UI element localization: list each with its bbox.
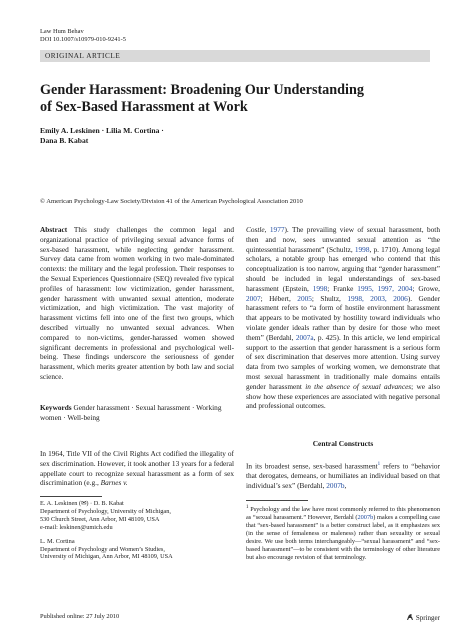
- body-text: ; Franke: [327, 283, 354, 293]
- footnote-rule: [246, 500, 308, 501]
- journal-header: [40, 28, 126, 44]
- article-type-label: ORIGINAL ARTICLE: [45, 51, 121, 60]
- footnote-number: 1: [246, 505, 249, 510]
- body-text: ; Shultz,: [311, 293, 341, 303]
- article-title-line-2: of Sex-Based Harassment at Work: [40, 98, 248, 115]
- affiliations: [40, 500, 234, 561]
- abstract-label: Abstract: [40, 225, 68, 234]
- keywords: [40, 403, 234, 423]
- affiliation-1-names: E. A. Leskinen (✉) · D. B. Kabat: [40, 500, 124, 507]
- intro-text: In 1964, Title VII of the Civil Rights Act codified the illegality of sex discrimination. However, it took another 13 years for a federal appellate court to recognize sexual harassment as a form of sex discrimination (e.g.,: [40, 449, 234, 488]
- citation-link[interactable]: 2007a: [295, 332, 314, 342]
- publisher-mark: [406, 613, 440, 622]
- article-type-banner: [40, 50, 430, 62]
- emphasis-text: in the absence of sexual advances: [305, 381, 412, 391]
- body-text: ,: [344, 481, 347, 491]
- citation-link[interactable]: 2007b: [357, 514, 374, 521]
- publisher-name: Springer: [415, 614, 440, 622]
- journal-doi: DOI 10.1007/s10979-010-9241-5: [40, 36, 126, 43]
- affiliation-1-email[interactable]: e-mail: leskinen@umich.edu: [40, 523, 113, 531]
- body-text: refers to “behavior that derogates, demeans, or humiliates an individual based on that individual’s sex” (Berdahl,: [246, 461, 440, 491]
- citation-link[interactable]: 1998: [312, 283, 328, 293]
- springer-horse-icon: [406, 613, 414, 621]
- affiliation-1-dept: Department of Psychology, University of Michigan,: [40, 507, 171, 515]
- abstract: [40, 225, 234, 382]
- citation-link[interactable]: 2005: [297, 293, 312, 303]
- affiliation-2-names: L. M. Cortina: [40, 537, 75, 545]
- citation-link[interactable]: 1995, 1997, 2004: [357, 283, 413, 293]
- section-paragraph: [246, 460, 440, 491]
- footnote-text: ) makes a compelling case that “sex-based harassment” is a better construct label, as it emphasizes sex (in the sense of femaleness or maleness) rather than sexuality or sexual desire. We use both terms interchangeably—“sexual harassment” and “sex-based harassment”—to be consistent with the terminology of other literature but also encourage revision of that terminology.: [246, 514, 440, 561]
- body-text: ). Gender harassment refers to “a form of hostile environment harassment that appears to be motivated by hostility toward individuals who violate gender ideals rather than by desire for those who meet them” (Berdahl,: [246, 293, 441, 342]
- keywords-label: Keywords: [40, 403, 72, 412]
- intro-paragraph: [40, 449, 234, 488]
- article-title: [40, 82, 440, 115]
- footnote: [246, 504, 440, 561]
- citation-link[interactable]: 2007: [246, 293, 261, 303]
- copyright-notice: © American Psychology-Law Society/Division 41 of the American Psychological Association 2010: [40, 198, 303, 205]
- intro-case-cite: Barnes v.: [100, 478, 128, 488]
- article-title-line-1: Gender Harassment: Broadening Our Understanding: [40, 82, 364, 98]
- body-text: ; Growe,: [412, 283, 440, 293]
- body-text: , p. 425). In this article, we lend empirical support to the assertion that gender harassment is a serious form of sex discrimination that deserves more attention. Using survey data from two samples of working women, we demonstrate that most sexual harassment in traditionally male domains entails gender harassment: [246, 332, 440, 391]
- footnote-ref[interactable]: 1: [377, 462, 381, 467]
- journal-name: Law Hum Behav: [40, 28, 84, 35]
- body-text: ). The prevailing view of sexual harassment, both then and now, sees unwanted sexual attention as “the quintessential harassment” (Schultz,: [246, 225, 440, 254]
- affiliation-2-address: University of Michigan, Ann Arbor, MI 48109, USA: [40, 553, 173, 561]
- case-cite: Costle,: [246, 225, 267, 234]
- body-text: ; Hébert,: [260, 293, 291, 303]
- right-column-paragraph: [246, 225, 440, 411]
- footnote-text: Psychology and the law have most commonly referred to this phenomenon as “sexual harassment.” However, Berdahl (: [246, 506, 440, 521]
- body-text: ; we also show how these experiences are associated with negative personal and professional outcomes.: [246, 381, 440, 411]
- authors-line-1: Emily A. Leskinen · Lilia M. Cortina ·: [40, 126, 164, 135]
- citation-link[interactable]: 1998: [354, 244, 370, 254]
- abstract-text: This study challenges the common legal and organizational practice of privileging sexual advance forms of sex-based harassment, while neglecting gender harassment. Survey data came from women working in two male-dominated contexts: the military and the legal profession. Their responses to the Sexual Experiences Questionnaire (SEQ) revealed five typical profiles of harassment: low victimization, gender harassment, gender harassment with unwanted sexual attention, moderate victimization, and high victimization. The vast majority of harassment victims fell into one of the first two groups, which described virtually no unwanted sexual advances. When compared to non-victims, gender-harassed women showed significant decrements in professional and psychological well-being. These findings underscore the seriousness of gender harassment, which merits greater attention by both law and social science.: [40, 225, 234, 381]
- body-text: In its broadest sense, sex-based harassment: [246, 461, 378, 471]
- citation-link[interactable]: 1977: [269, 225, 285, 234]
- body-text: , p. 1710). Among legal scholars, a notable group has emerged who contend that this conceptualization is too narrow, arguing that “gender harassment” should be included in legal understandings of sex-based harassment (Epstein,: [246, 244, 440, 293]
- citation-link[interactable]: 2007b: [326, 481, 345, 491]
- keywords-text: Gender harassment · Sexual harassment · Working women · Well-being: [40, 403, 222, 422]
- published-date: Published online: 27 July 2010: [40, 613, 120, 620]
- citation-link[interactable]: 1998, 2003, 2006: [347, 293, 408, 303]
- author-list: [40, 126, 440, 145]
- affiliation-rule: [40, 496, 102, 497]
- section-heading: Central Constructs: [312, 439, 374, 448]
- affiliation-2-dept: Department of Psychology and Women’s Studies,: [40, 545, 165, 553]
- authors-line-2: Dana B. Kabat: [40, 135, 89, 145]
- affiliation-1-address: 530 Church Street, Ann Arbor, MI 48109, USA: [40, 515, 160, 523]
